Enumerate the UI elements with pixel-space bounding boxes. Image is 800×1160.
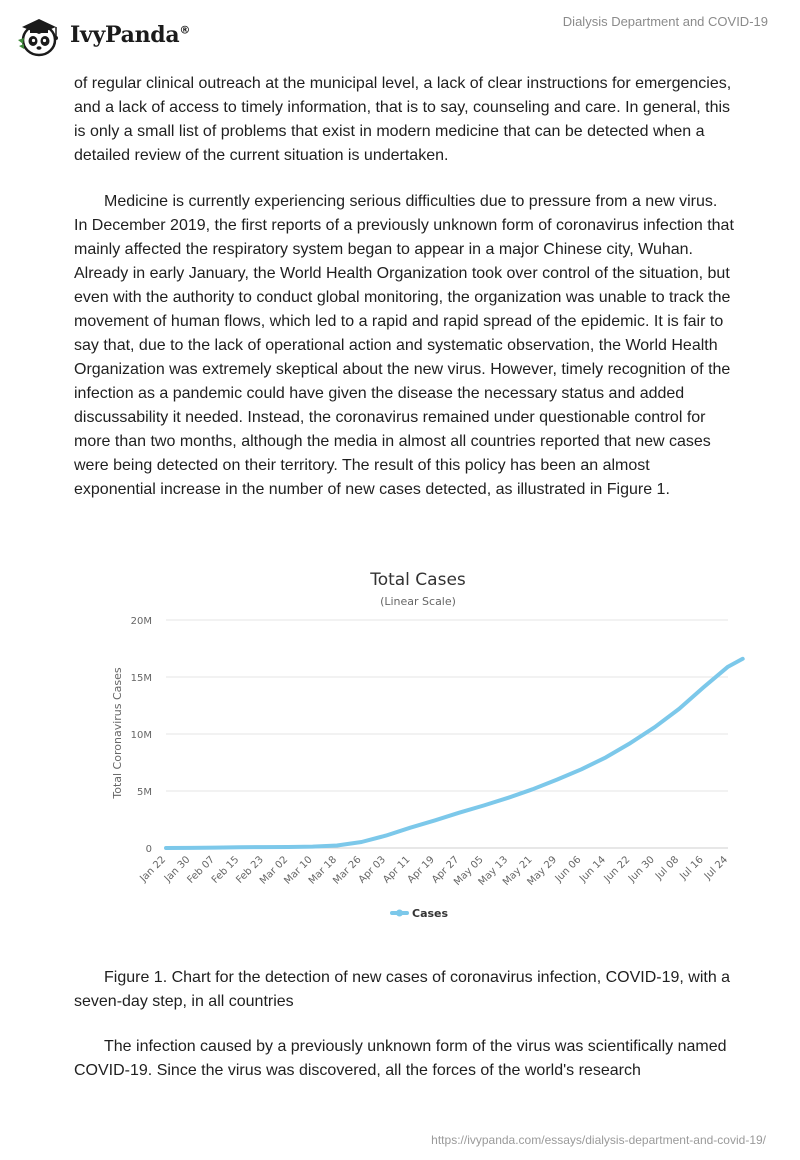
- x-tick-label: Jun 30: [626, 854, 657, 885]
- data-point-cases[interactable]: [531, 788, 533, 790]
- y-tick-label: 15M: [130, 673, 152, 684]
- x-tick-label: Jun 06: [553, 854, 584, 885]
- x-tick-label: Jun 14: [577, 854, 608, 885]
- x-tick-label: Apr 19: [405, 854, 437, 886]
- data-point-cases[interactable]: [702, 686, 704, 688]
- data-point-cases[interactable]: [629, 742, 631, 744]
- data-point-cases[interactable]: [742, 658, 744, 660]
- x-tick-label: Feb 23: [234, 854, 266, 886]
- y-tick-label: 20M: [130, 616, 152, 627]
- data-point-cases[interactable]: [287, 846, 289, 848]
- y-tick-label: 5M: [137, 787, 152, 798]
- data-point-cases[interactable]: [483, 804, 485, 806]
- x-tick-label: May 05: [452, 854, 486, 888]
- paragraph-1: of regular clinical outreach at the municipal level, a lack of clear instructions for emergencies, and a lack of access to timely information, that is to say, counseling and care. In general, this is only a small list of problems that exist in modern medicine that can be detected when a detailed review of the current situation is undertaken.: [74, 75, 732, 164]
- x-tick-label: Mar 18: [306, 854, 340, 887]
- x-tick-label: Feb 15: [209, 854, 242, 886]
- data-point-cases[interactable]: [311, 845, 313, 847]
- y-tick-label: 0: [145, 844, 152, 855]
- x-tick-label: Apr 11: [381, 854, 413, 886]
- x-tick-label: Apr 27: [430, 854, 462, 886]
- data-point-cases[interactable]: [580, 768, 582, 770]
- chart-subtitle: (Linear Scale): [380, 595, 456, 608]
- x-tick-label: Jul 24: [702, 854, 731, 882]
- total-cases-chart: [100, 560, 750, 940]
- legend-marker-cases: [396, 910, 403, 917]
- data-point-cases[interactable]: [458, 812, 460, 814]
- data-point-cases[interactable]: [434, 819, 436, 821]
- x-tick-label: Feb 07: [185, 854, 217, 886]
- y-tick-label: 10M: [130, 730, 152, 741]
- paragraph-2: Medicine is currently experiencing serious difficulties due to pressure from a new virus. In December 2019, the first reports of a previously unknown form of coronavirus infection that mainly affected the respiratory system began to appear in a major Chinese city, Wuhan. Already in early January, the World Health Organization took over control of the situation, but even with the authority to conduct global monitoring, the organization was unable to track the movement of human flows, which led to a rapid and rapid spread of the epidemic. It is fair to say that, due to the lack of operational action and systematic observation, the World Health Organization was extremely skeptical about the new virus. However, timely recognition of the infection as a pandemic could have given the disease the necessary status and added discussability it needed. Instead, the coronavirus remained under questionable control for more than two months, although the media in almost all countries reported that new cases were being detected on their territory. The result of this policy has been an almost exponential increase in the number of new cases detected, as illustrated in Figure 1.: [74, 193, 734, 498]
- ivypanda-logo[interactable]: [14, 10, 204, 60]
- x-tick-label: May 29: [525, 854, 560, 888]
- x-tick-label: Mar 10: [282, 854, 315, 887]
- data-point-cases[interactable]: [556, 778, 558, 780]
- x-tick-label: Mar 26: [331, 854, 364, 887]
- legend-label-cases: Cases: [412, 907, 449, 920]
- x-tick-label: Mar 02: [257, 854, 291, 887]
- x-tick-label: May 13: [476, 854, 511, 888]
- data-point-cases[interactable]: [238, 846, 240, 848]
- data-point-cases[interactable]: [360, 841, 362, 843]
- data-point-cases[interactable]: [214, 846, 216, 848]
- document-title: Dialysis Department and COVID-19: [562, 14, 768, 29]
- figure-caption: Figure 1. Chart for the detection of new cases of coronavirus infection, COVID-19, with a seven-day step, in all countries: [74, 969, 731, 1010]
- data-point-cases[interactable]: [189, 847, 191, 849]
- data-point-cases[interactable]: [385, 834, 387, 836]
- data-point-cases[interactable]: [654, 726, 656, 728]
- data-point-cases[interactable]: [263, 846, 265, 848]
- series-line-cases[interactable]: [166, 659, 743, 848]
- data-point-cases[interactable]: [727, 666, 729, 668]
- x-tick-label: Jan 22: [138, 854, 169, 885]
- x-tick-label: Jan 30: [162, 854, 193, 885]
- x-tick-label: Apr 03: [356, 854, 389, 886]
- x-tick-label: May 21: [501, 854, 535, 888]
- logo-text: IvyPanda®: [70, 22, 191, 48]
- data-point-cases[interactable]: [165, 847, 167, 849]
- data-point-cases[interactable]: [678, 708, 680, 710]
- panda-logo-icon: [14, 10, 64, 60]
- chart-title: Total Cases: [370, 570, 466, 590]
- data-point-cases[interactable]: [336, 844, 338, 846]
- page-header: [0, 0, 800, 70]
- y-axis-label: Total Coronavirus Cases: [111, 667, 124, 799]
- chart-legend[interactable]: [392, 907, 449, 920]
- source-url[interactable]: https://ivypanda.com/essays/dialysis-department-and-covid-19/: [431, 1133, 766, 1147]
- x-tick-label: Jul 08: [653, 854, 682, 882]
- paragraph-3: The infection caused by a previously unknown form of the virus was scientifically named COVID-19. Since the virus was discovered, all the forces of the world's research: [74, 1038, 727, 1079]
- data-point-cases[interactable]: [507, 797, 509, 799]
- data-point-cases[interactable]: [605, 756, 607, 758]
- x-tick-label: Jul 16: [678, 854, 706, 882]
- x-tick-label: Jun 22: [602, 854, 633, 885]
- data-point-cases[interactable]: [409, 827, 411, 829]
